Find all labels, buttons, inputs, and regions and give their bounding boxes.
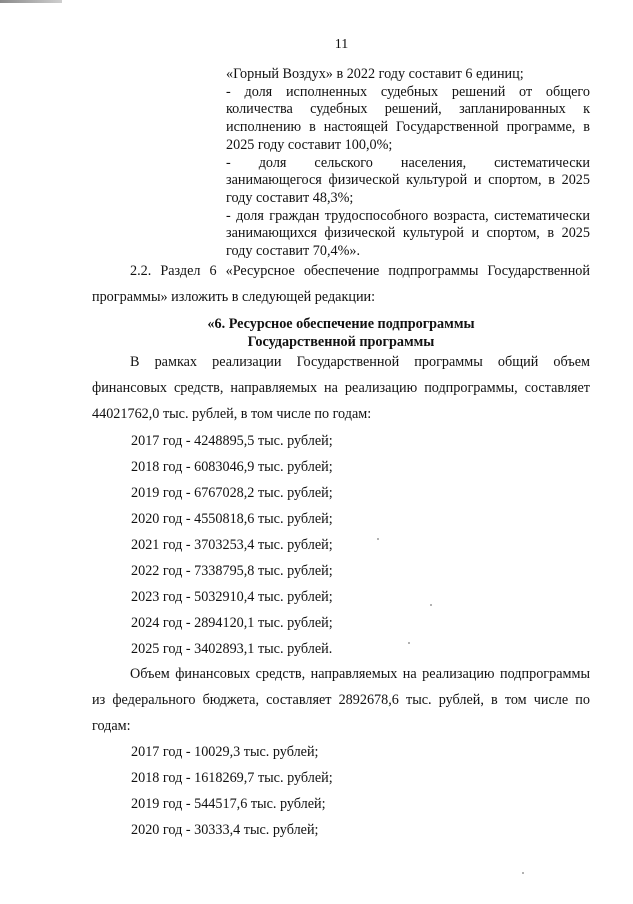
- scan-speck: [522, 872, 524, 874]
- scan-speck: [408, 642, 410, 644]
- federal-funding-paragraph: Объем финансовых средств, направляемых на реализацию подпрограммы из федерального бюджета, составляет 2892678,6 тыс. рублей, в том числе по годам:: [92, 666, 590, 734]
- section-heading-line-2: Государственной программы: [247, 333, 435, 350]
- scan-edge-mark: [0, 0, 62, 3]
- amendment-paragraph: 2.2. Раздел 6 «Ресурсное обеспечение подпрограммы Государственной программы» изложить в следующей редакции:: [92, 263, 590, 305]
- indicators-list: [226, 66, 590, 261]
- total-year-item: 2020 год - 4550818,6 тыс. рублей;: [131, 511, 333, 527]
- page-number: 11: [334, 37, 349, 52]
- scan-speck: [377, 538, 379, 540]
- total-year-item: 2021 год - 3703253,4 тыс. рублей;: [131, 537, 333, 553]
- total-year-item: 2018 год - 6083046,9 тыс. рублей;: [131, 459, 333, 475]
- indicator-item: - доля граждан трудоспособного возраста, систематически занимающихся физической культурой и спортом, в 2025 году составит 70,4%».: [226, 207, 590, 260]
- section-heading-line-1: «6. Ресурсное обеспечение подпрограммы: [207, 316, 475, 332]
- indicator-item: - доля сельского населения, систематически занимающегося физической культурой и спортом, в 2025 году составит 48,3%;: [226, 154, 590, 206]
- total-year-item: 2024 год - 2894120,1 тыс. рублей;: [131, 615, 333, 631]
- total-year-item: 2019 год - 6767028,2 тыс. рублей;: [131, 485, 333, 501]
- federal-year-item: 2020 год - 30333,4 тыс. рублей;: [131, 822, 319, 838]
- federal-year-item: 2019 год - 544517,6 тыс. рублей;: [131, 796, 326, 812]
- indicator-item: - доля исполненных судебных решений от общего количества судебных решений, запланированных к исполнению в настоящей Государственной программе, в 2025 году составит 100,0%;: [226, 83, 590, 153]
- total-year-item: 2017 год - 4248895,5 тыс. рублей;: [131, 433, 333, 449]
- total-year-item: 2022 год - 7338795,8 тыс. рублей;: [131, 563, 333, 579]
- federal-year-item: 2018 год - 1618269,7 тыс. рублей;: [131, 770, 333, 786]
- section-heading: [92, 316, 590, 351]
- federal-year-item: 2017 год - 10029,3 тыс. рублей;: [131, 744, 319, 760]
- total-year-item: 2023 год - 5032910,4 тыс. рублей;: [131, 589, 333, 605]
- indicator-item: «Горный Воздух» в 2022 году составит 6 единиц;: [226, 66, 524, 82]
- scan-speck: [430, 604, 432, 606]
- total-funding-paragraph: В рамках реализации Государственной программы общий объем финансовых средств, направляемых на реализацию подпрограммы, составляет 44021762,0 тыс. рублей, в том числе по годам:: [92, 354, 590, 422]
- total-year-item: 2025 год - 3402893,1 тыс. рублей.: [131, 641, 333, 657]
